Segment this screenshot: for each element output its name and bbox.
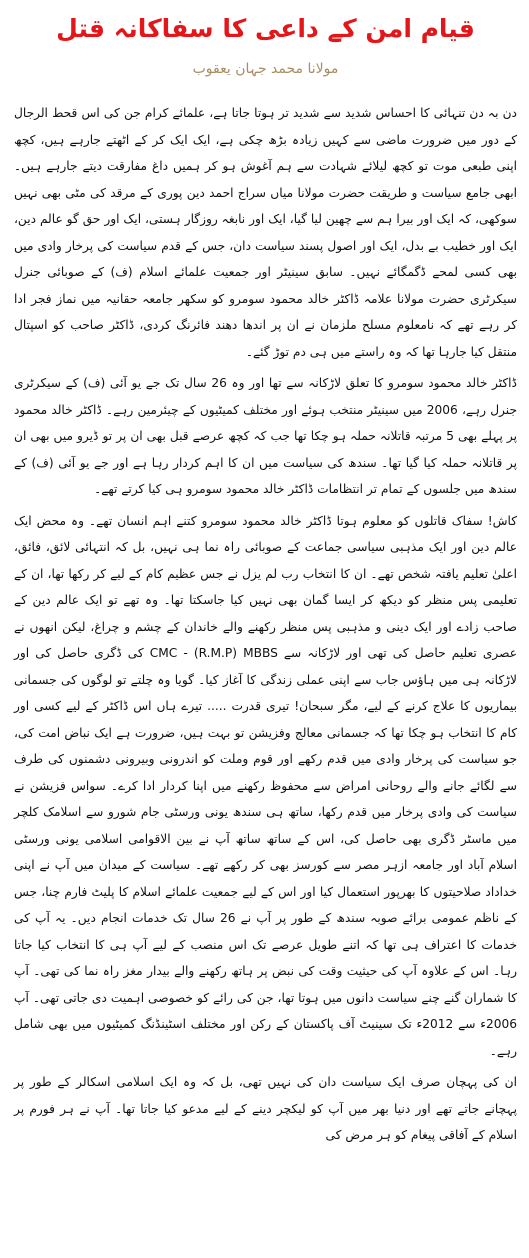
article-paragraph: کاش! سفاک قاتلوں کو معلوم ہوتا ڈاکٹر خالد محمود سومرو کتنے اہم انسان تھے۔ وہ محض ایک عالم دین اور ایک مذہبی سیاسی جماعت کے صوبائی راہ نما ہی نہیں، بل کہ انتہائی لائق، فائق، اعلیٰ تعلیم یافتہ شخص تھے۔ ان کا انتخاب رب لم یزل نے جس عظیم کام کے لیے کر رکھا تھا، ان کے تعلیمی پس منظر کو دیکھ کر ایسا گمان بھی نہیں کیا جاسکتا تھا۔ وہ تھے تو ایک عالم دین کے صاحب زادے اور ایک دینی و مذہبی پس منظر رکھنے والے خاندان کے چشم و چراغ، لیکن انھوں نے عصری تعلیم حاصل کی تھی اور لاڑکانہ سے CMC - (R.M.P) MBBS کی ڈگری حاصل کی اور لاڑکانہ ہی میں ہاؤس جاب سے اپنی عملی زندگی کا آغاز کیا۔ گویا وہ چلتے تو لوگوں کی جسمانی بیماریوں کا علاج کرنے کے لیے، مگر سبحان! تیری قدرت ..... تیرے ہاں اس ڈاکٹر کے لیے کسی اور کام کا انتخاب ہو چکا تھا کہ جسمانی معالج وفزیشن تو بہت ہیں، ضرورت ہے ایک نباض امت کی، جو سیاست کی پرخار وادی میں قدم رکھے اور قوم وملت کو اندرونی وبیرونی دشمنوں کی طرف سے لگائے جانے والے روحانی امراض سے محفوظ رکھنے میں اپنا کردار ادا کرے۔ سواس فزیشن نے سیاست کی وادی پرخار میں قدم رکھا، ساتھ ہی سندھ یونی ورسٹی جام شورو سے اسلامک کلچر میں ماسٹر ڈگری بھی حاصل کی، اس کے ساتھ ساتھ آپ نے بین الاقوامی اسلامی یونی ورسٹی اسلام آباد اور جامعہ ازہر مصر سے کورسز بھی کر رکھے تھے۔ سیاست کے میدان میں آپ نے اپنی خداداد صلاحیتوں کا بھرپور استعمال کیا اور اس کے لیے جمعیت علمائے اسلام کا پلیٹ فارم چنا، جس کے ناظم عمومی برائے صوبہ سندھ کے طور پر آپ نے 26 سال تک خدمات انجام دیں۔ یہ آپ کی خدمات کا اعتراف ہی تھا کہ اتنے طویل عرصے تک اس منصب کے لیے آپ ہی کا انتخاب کیا جاتا رہا۔ اس کے علاوہ آپ کی حیثیت وقت کی نبض پر ہاتھ رکھنے والے بیدار مغز راہ نما کی تھی۔ آپ کا شماران گنے چنے سیاست دانوں میں ہوتا تھا، جن کی رائے کو خصوصی اہمیت دی جاتی تھی۔ آپ 2006ء سے 2012ء تک سینیٹ آف پاکستان کے رکن اور مختلف اسٹینڈنگ کمیٹیوں میں بھی شامل رہے۔ [14,513,518,1058]
article-byline: مولانا محمد جہان یعقوب [192,61,339,77]
article-title: قیام امن کے داعی کا سفاکانہ قتل [56,14,475,43]
article-body [14,100,517,1149]
article-paragraph: ڈاکٹر خالد محمود سومرو کا تعلق لاڑکانہ سے تھا اور وہ 26 سال تک جے یو آئی (ف) کے سیکرٹری جنرل رہے، 2006 میں سینیٹر منتخب ہوئے اور مختلف کمیٹیوں کے چیئرمین رہے۔ ڈاکٹر خالد محمود پر پہلے بھی 5 مرتبہ قاتلانہ حملہ ہو چکا تھا جب کہ کچھ عرصے قبل بھی ان پر تو ڈیرو میں بھی ان پر قاتلانہ حملہ کیا گیا تھا۔ سندھ کی سیاست میں ان کا اہم کردار رہا ہے اور جے یو آئی (ف) کے سندھ میں جلسوں کے تمام تر انتظامات ڈاکٹر خالد محمود سومرو ہی کیا کرتے تھے۔ [14,376,517,496]
article-paragraph: ان کی پہچان صرف ایک سیاست دان کی نہیں تھی، بل کہ وہ ایک اسلامی اسکالر کے طور پر پہچانے جاتے تھے اور دنیا بھر میں آپ کو لیکچر دینے کے لیے مدعو کیا جاتا تھا۔ آپ نے ہر فورم پر اسلام کے آفاقی پیغام کو ہر مرض کی [14,1075,517,1142]
article-paragraph: دن بہ دن تنہائی کا احساس شدید سے شدید تر ہوتا جاتا ہے، علمائے کرام جن کی اس قحط الرجال کے دور میں ضرورت ماضی سے کہیں زیادہ بڑھ چکی ہے، ایک ایک کر کے اٹھتے جارہے ہیں، کچھ اپنی طبعی موت تو کچھ لیلائے شہادت سے ہم آغوش ہو کر ہمیں داغ مفارقت دیتے جارہے ہیں۔ ابھی جامع سیاست و طریقت حضرت مولانا میاں سراج احمد دین پوری کے مرقد کی مٹی بھی نہیں سوکھی، کہ ایک اور بیرا ہم سے چھین لیا گیا، ایک اور نابغہ روزگار ہستی، ایک اور حق گو عالم دین، ایک اور خطیب بے بدل، ایک اور اصول پسند سیاست دان، جس کے قدم سیاست کی پرخار وادی میں بھی کسی لمحے ڈگمگائے نہیں۔ سابق سینیٹر اور جمعیت علمائے اسلام (ف) کے صوبائی جنرل سیکرٹری حضرت مولانا علامہ ڈاکٹر خالد محمود سومرو کو سکھر جامعہ حقانیہ میں نماز فجر ادا کر رہے تھے کہ نامعلوم مسلح ملزمان نے ان پر اندھا دھند فائرنگ کردی، ڈاکٹر صاحب کو اسپتال منتقل کیا جارہا تھا کہ وہ راستے میں ہی دم توڑ گئے۔ [14,106,517,359]
